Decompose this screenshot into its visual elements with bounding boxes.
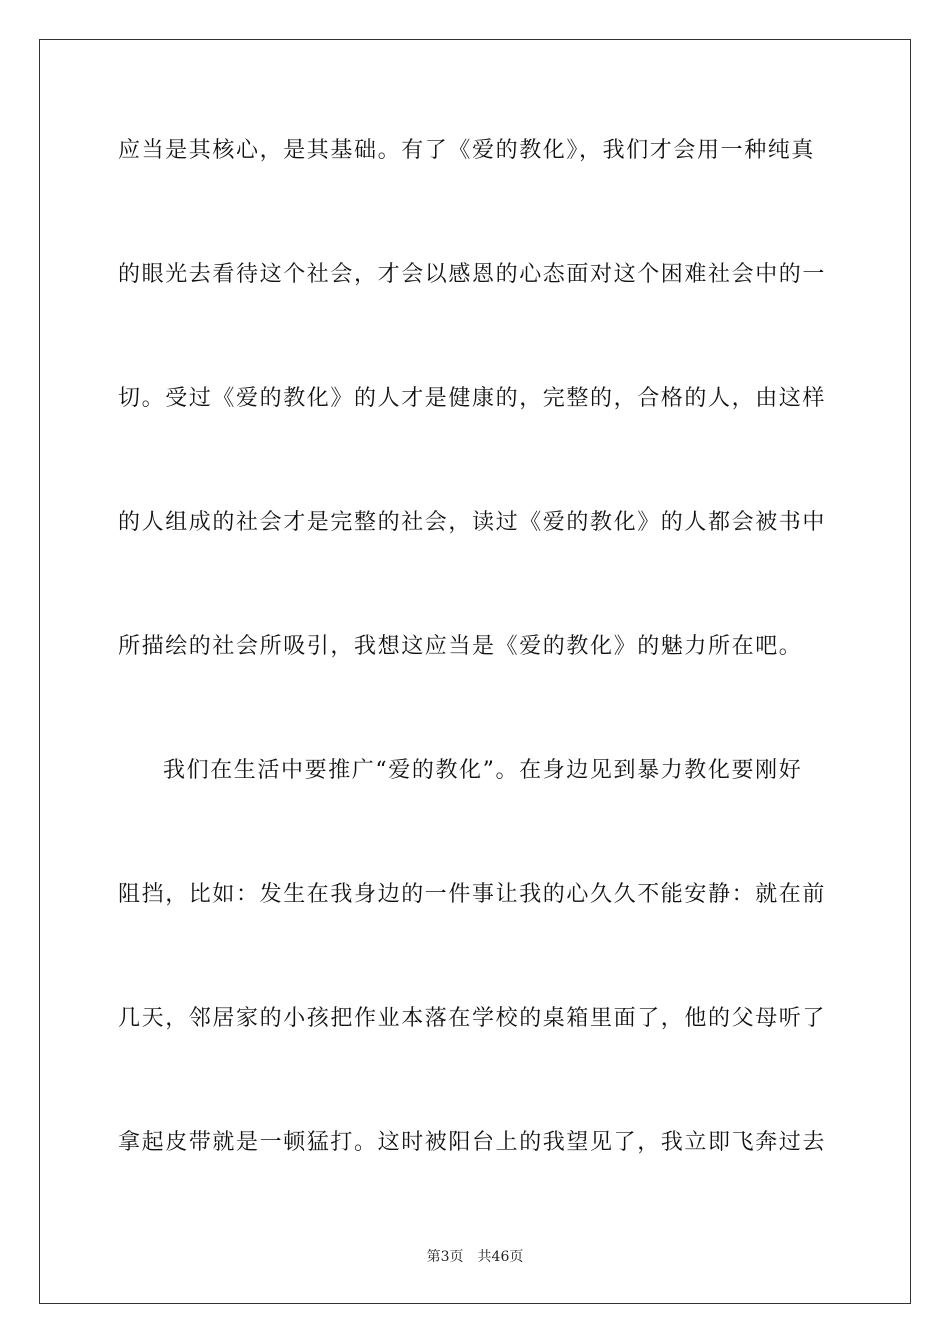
- body-text-line-3: 切。受过《爱的教化》的人才是健康的，完整的，合格的人，由这样: [118, 386, 827, 411]
- paragraph-indented-line: 我们在生活中要推广“爱的教化”。在身边见到暴力教化要刚好: [163, 758, 803, 783]
- total-page-count: 共46页: [477, 1249, 524, 1265]
- body-text-line-2: 的眼光去看待这个社会，才会以感恩的心态面对这个困难社会中的一: [118, 262, 827, 287]
- body-text-line-9: 拿起皮带就是一顿猛打。这时被阳台上的我望见了，我立即飞奔过去: [118, 1130, 827, 1155]
- body-text-line-4: 的人组成的社会才是完整的社会，读过《爱的教化》的人都会被书中: [118, 510, 827, 535]
- body-text-line-8: 几天，邻居家的小孩把作业本落在学校的桌箱里面了，他的父母听了: [118, 1006, 827, 1031]
- body-text-line-7: 阻挡，比如：发生在我身边的一件事让我的心久久不能安静：就在前: [118, 882, 827, 907]
- page-footer: [0, 1248, 950, 1266]
- body-text-line-1: 应当是其核心，是其基础。有了《爱的教化》，我们才会用一种纯真: [118, 138, 816, 163]
- page-border: [39, 39, 911, 1304]
- body-text-line-5: 所描绘的社会所吸引，我想这应当是《爱的教化》的魅力所在吧。: [118, 634, 803, 659]
- current-page-number: 第3页: [426, 1249, 464, 1265]
